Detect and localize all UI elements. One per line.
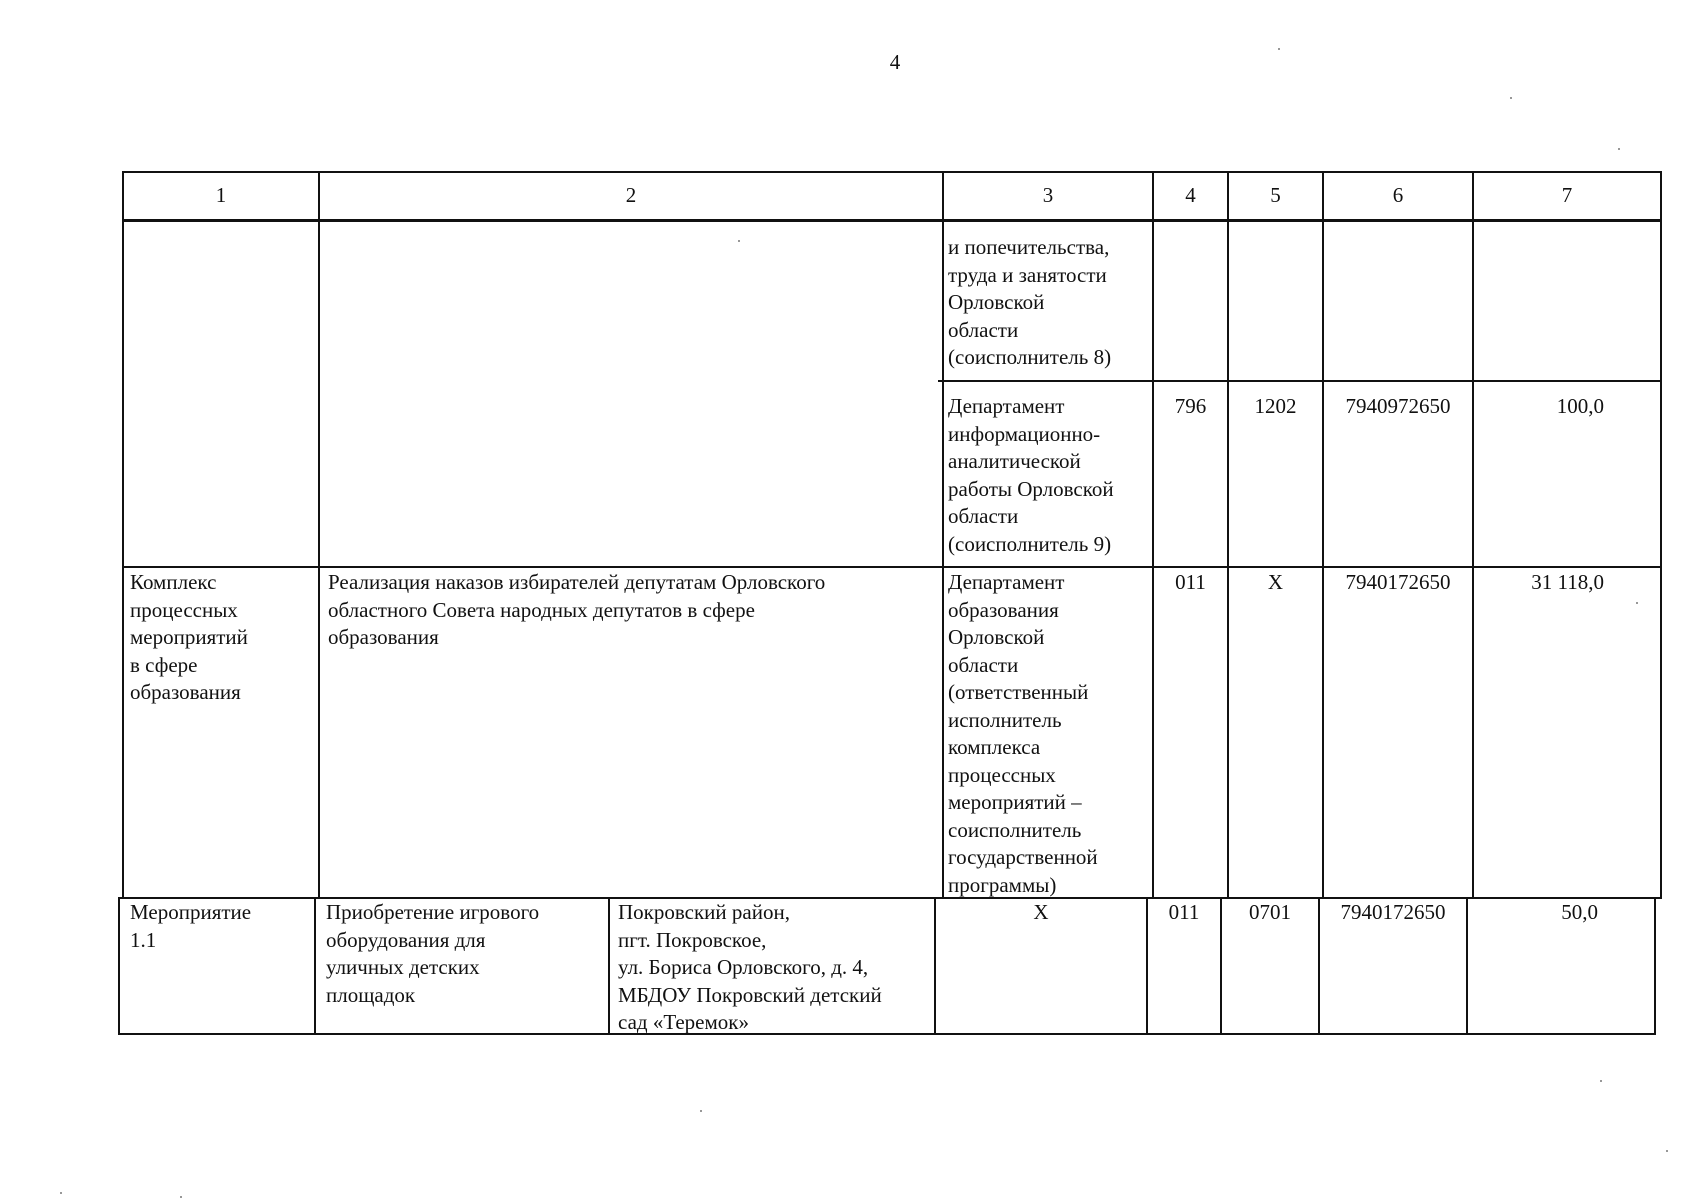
row3-col3-line: (ответственный [948,680,1089,704]
row3-col1-line: образования [130,680,241,704]
row3-col3-line: исполнитель [948,707,1062,732]
header-col-5: 5 [1270,183,1281,207]
col-border-right [1660,171,1662,897]
row2-col3-line: работы Орловской [948,476,1114,501]
row1-col3-line: Орловской [948,290,1045,314]
col-border-right-last [1654,897,1656,1035]
row3-col4: 011 [1175,570,1206,594]
row2-col6: 7940972650 [1345,394,1451,418]
row2-col7: 100,0 [1556,394,1604,418]
row1-col3-line: и попечительства, [948,235,1110,259]
row3-col1-line: Комплекс [130,570,217,594]
row3-col1-line: мероприятий [130,625,248,649]
col-border-left-last [118,897,120,1035]
row3-col2-line: образования [328,625,439,649]
page-number: 4 [889,50,901,74]
row4-col2a-line: Приобретение игрового [326,900,540,924]
header-divider [122,219,1662,222]
row3-col1-line: процессных [130,597,238,622]
row4-col2b-line: МБДОУ Покровский детский [618,982,882,1007]
row3-col3-line: соисполнитель [948,817,1082,842]
header-col-7: 7 [1561,183,1573,207]
col-border-4-5 [1227,171,1229,897]
row4-col2a-line: площадок [326,982,416,1007]
col-border-2a-2b [608,897,610,1035]
row3-col3-line: программы) [948,872,1057,897]
row2-col3-line: аналитической [948,449,1081,473]
row3-col5: Х [1267,570,1284,594]
col-border-5-6 [1322,171,1324,897]
row1-col3-line: (соисполнитель 8) [948,345,1112,369]
row2-col3-line: Департамент [948,394,1065,418]
row1-col3-line: области [948,317,1019,342]
row4-col2a-line: оборудования для [326,927,486,952]
header-col-2: 2 [625,183,637,207]
row2-col5: 1202 [1254,394,1297,418]
row4-col1-line: Мероприятие [130,900,252,924]
row3-col3-line: мероприятий – [948,790,1082,814]
col-border-1-2-last [314,897,316,1035]
row3-col2-line: Реализация наказов избирателей депутатам Орловского [328,570,826,594]
row1-col3-line: труда и занятости [948,262,1107,287]
col-border-left [122,171,124,897]
row3-col3-line: области [948,652,1019,677]
row3-col6: 7940172650 [1345,570,1451,594]
row-divider-1 [938,380,1662,382]
row3-col3-line: государственной [948,845,1098,869]
row2-col3-line: (соисполнитель 9) [948,531,1112,556]
row3-col3-line: комплекса [948,735,1041,759]
row-divider-2 [122,566,1662,568]
header-col-6: 6 [1392,183,1404,207]
row2-col4: 796 [1174,394,1207,418]
row4-col2b-line: пгт. Покровское, [618,927,767,952]
row4-col2b-line: сад «Теремок» [618,1010,749,1034]
row4-col2b-line: ул. Бориса Орловского, д. 4, [618,955,869,979]
header-col-1: 1 [215,183,227,207]
row3-col3-line: Департамент [948,570,1065,594]
row3-col1-line: в сфере [130,652,198,677]
row3-col3-line: процессных [948,762,1056,787]
header-col-3: 3 [1042,183,1054,207]
col-border-3-4 [1152,171,1154,897]
header-col-4: 4 [1185,183,1196,207]
col-border-2-3 [942,171,944,897]
row4-col2b-line: Покровский район, [618,900,790,924]
table-border-top [122,171,1662,173]
row3-col7: 31 118,0 [1531,570,1604,594]
row4-col3: Х [1033,900,1049,924]
col-border-1-2 [318,171,320,897]
col-border-6-7 [1472,171,1474,897]
row4-col2a-line: уличных детских [326,955,480,979]
row4-col4: 011 [1168,900,1200,924]
row2-col3-line: информационно- [948,421,1101,446]
row4-col7: 50,0 [1561,900,1598,924]
row3-col2-line: областного Совета народных депутатов в сфере [328,597,755,622]
row4-col5: 0701 [1249,900,1291,924]
row3-col3-line: Орловской [948,625,1045,649]
table-border-bottom [118,1033,1656,1035]
row3-col3-line: образования [948,597,1059,622]
row4-col1-line: 1.1 [130,927,157,952]
row2-col3-line: области [948,504,1019,528]
row4-col6: 7940172650 [1340,900,1446,924]
